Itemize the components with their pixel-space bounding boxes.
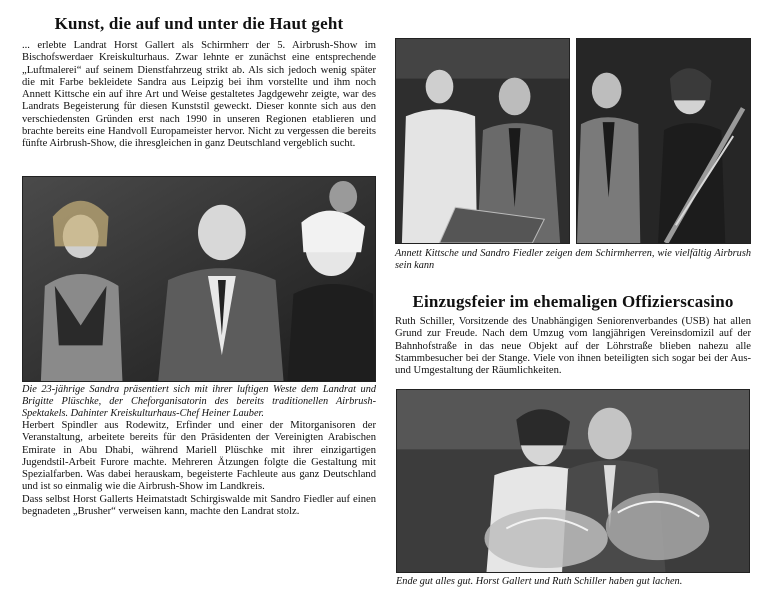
photo-tr-image xyxy=(577,39,750,243)
article1-continuation-paragraph-2: Dass selbst Horst Gallerts Heimatstadt Schirgiswalde mit Sandro Fiedler auf einen begnadeten „Brusher“ verweisen kann, machte den Landrat stolz. xyxy=(22,493,376,518)
photo-bottom-image xyxy=(397,390,749,572)
photo-airbrush-demo-right xyxy=(576,38,751,244)
article1-continuation xyxy=(22,420,376,518)
article1-headline: Kunst, die auf und unter die Haut geht xyxy=(54,14,344,33)
photo-bottom-caption: Ende gut alles gut. Horst Gallert und Ruth Schiller haben gut lachen. xyxy=(396,576,683,587)
photo-tl-image xyxy=(396,39,569,243)
photo-einzugsfeier xyxy=(396,389,750,573)
article2-body-paragraph: Ruth Schiller, Vorsitzende des Unabhängigen Seniorenverbandes (USB) hat allen Grund zur Freude. Nach dem Umzug vom langjährigen Vereinsdomizil auf der Bahnhofstraße in das neue Objekt auf der Löhrstraße blieben nahezu alle Stammbesucher bei der Stange. Viele von ihnen beteiligten sich sogar bei der Aus- und Umgestaltung der Räumlichkeiten. xyxy=(395,316,751,377)
photo-main-image xyxy=(23,177,375,381)
article2-headline: Einzugsfeier im ehemaligen Offizierscasino xyxy=(412,292,734,311)
article1-continuation-paragraph-1: Herbert Spindler aus Rodewitz, Erfinder und einer der Mitorganisoren der Veranstaltung, arbeitete bereits für den Präsidenten der Vereinigten Arabischen Emirate in Abu Dhabi, während Mariell Plüschke mit ihrer einzigartigen Jugendstil-Arbeit Furore machte. Mehreren Ätzungen folgte die Gestaltung mit Spezialfarben. Was dabei herauskam, begeisterte Fachleute aus ganz Deutschland und ist so einmalig wie die Airbrush-Show im Landkreis. xyxy=(22,420,376,493)
photo-top-caption: Annett Kittsche und Sandro Fiedler zeigen dem Schirmherren, wie vielfältig Airbrush sein kann xyxy=(395,248,751,272)
photo-main-caption: Die 23-jährige Sandra präsentiert sich mit ihrer luftigen Weste dem Landrat und Brigitte Plüschke, der Cheforganisatorin des bereits traditionellen Airbrush-Spektakels. Dahinter Kreiskulturhaus-Chef Heiner Lauber. xyxy=(22,384,376,420)
photo-airbrush-demo-left xyxy=(395,38,570,244)
photo-airbrush-show-main xyxy=(22,176,376,382)
article1-lead-paragraph: ... erlebte Landrat Horst Gallert als Schirmherr der 5. Airbrush-Show im Bischofswerdaer Kreiskulturhaus. Zwar lehnte er zunächst eine entsprechende „Luftmalerei“ auf seinem Dienstfahrzeug strikt ab. Als sich jedoch wenig später die mit Farbe bekleidete Sandra aus Leipzig bei ihm vorstellte und ihm noch Annett Kittsche ein auf ihre Art und Weise gestaltetes Jagdgewehr zeigte, war des Landrats Begeisterung für diesen Kunststil geweckt. Dieser konnte sich aus den verschiedensten Gründen erst nach 1990 in unseren Regionen etablieren und brachte bereits eine Handvoll Europameister hervor. Nicht zu vergessen die bereits fünfte Airbrush-Show, die ihresgleichen in ganz Deutschland vergeblich sucht. xyxy=(22,40,376,150)
